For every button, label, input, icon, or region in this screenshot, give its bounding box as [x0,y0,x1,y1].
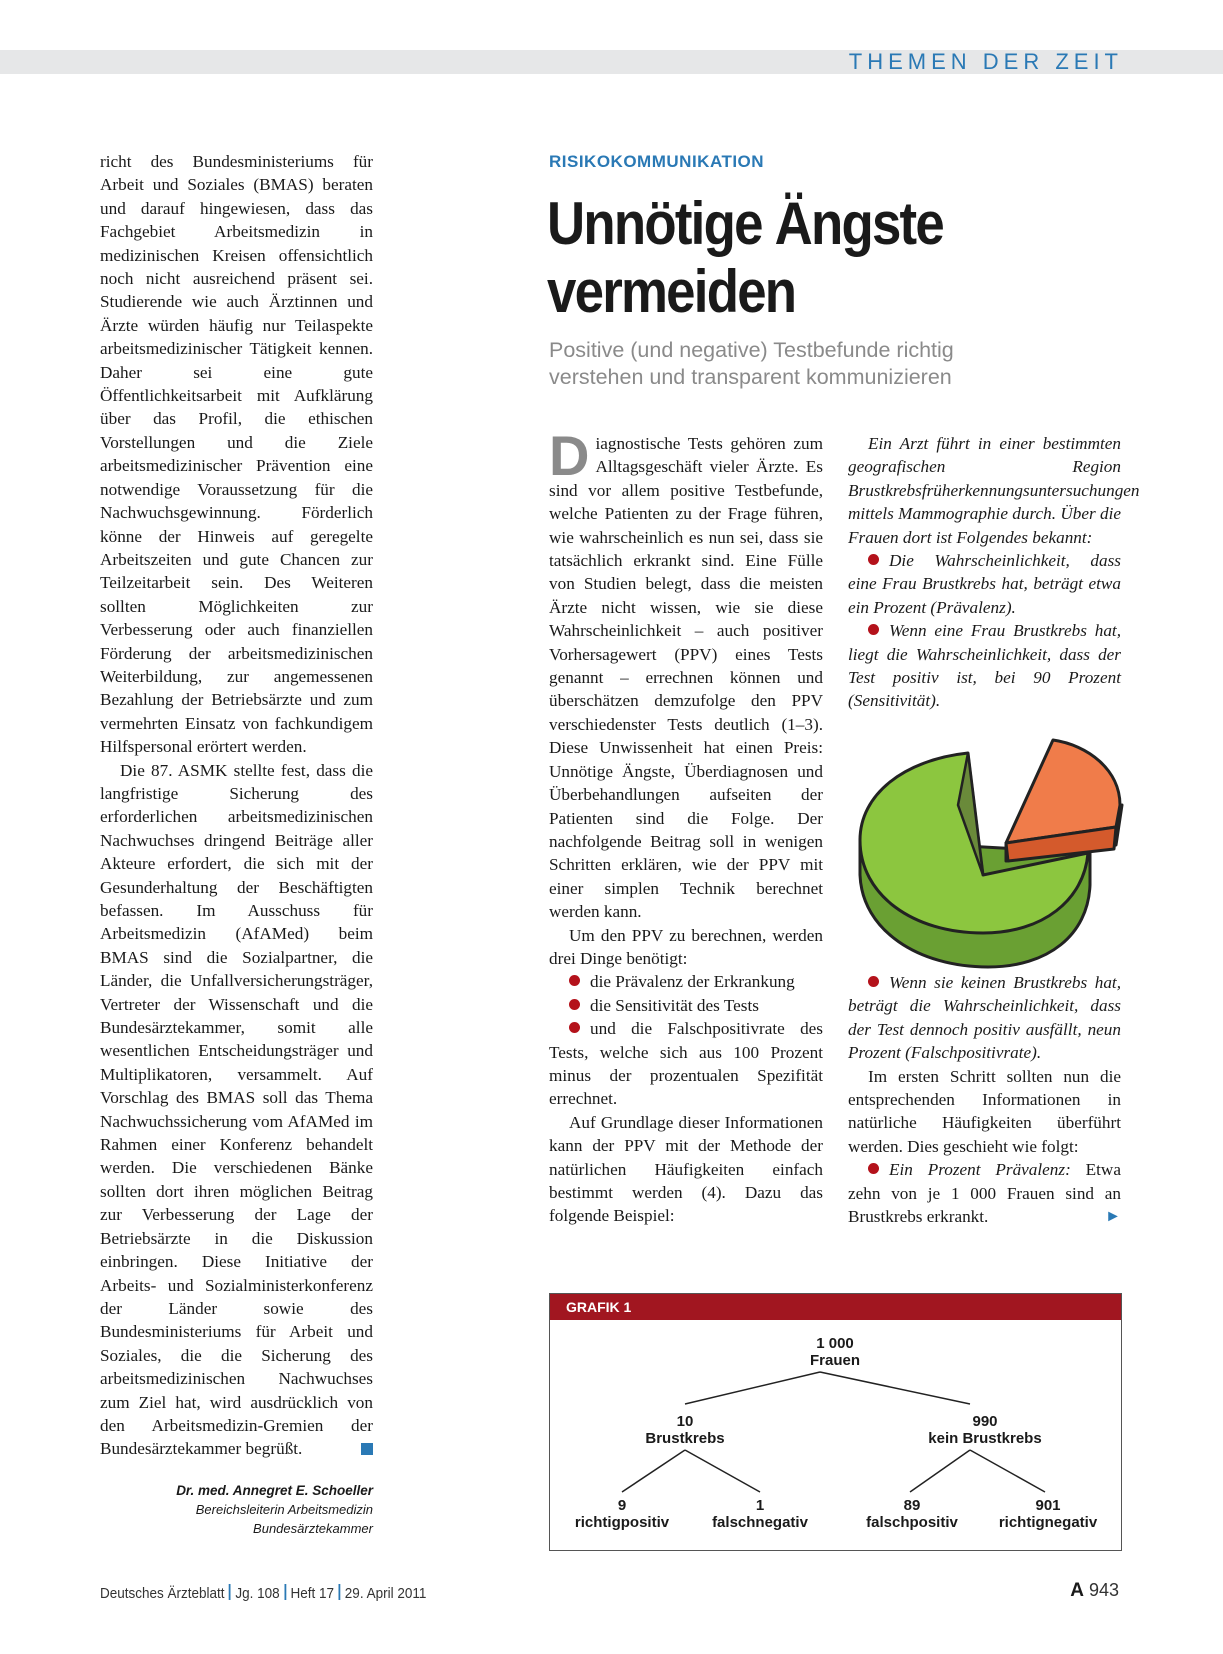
example-bullet: Wenn sie keinen Brustkrebs hat, beträgt die Wahrscheinlichkeit, dass der Test dennoch positiv ausfällt, neun Prozent (Falschpositivrate). [848,972,1121,1063]
leaf-label: falschpositiv [866,1514,958,1531]
author-name: Dr. med. Annegret E. Schoeller [176,1482,373,1498]
example-intro: Ein Arzt führt in einer bestimmten geografischen Region Brustkrebsfrüherkennungsuntersuchungen mittels Mammographie durch. Über die Frauen dort ist Folgendes bekannt: [848,434,1140,547]
journal-name: Deutsches Ärzteblatt [100,1585,225,1602]
middle-column [549,424,823,1228]
article-kicker: RISIKOKOMMUNIKATION [549,152,765,171]
intro-paragraph: Diagnostische Tests gehören zum Alltagsgeschäft vieler Ärzte. Es sind vor allem positive Testbefunde, welche Patienten zu der Frage führen, wie wahrscheinlich es nun sei, dass sie tatsächlich erkrankt sind. Eine Fülle von Studien belegt, dass die meisten Ärzte nicht wissen, wie sie diese Wahrscheinlichkeit – auch positiver Vorhersagewert (PPV) eines Tests genannt – errechnen können und überschätzen demzufolge den PPV verschiedenster Tests deutlich (1–3). Diese Unwissenheit hat einen Preis: Unnötige Ängste, Überdiagnosen und Überbehandlungen aufseiten der Patienten sind die Folge. Der nachfolgende Beitrag soll in wenigen Schritten erklären, wie der PPV mit einer simplen Technik berechnet werden kann. [549,424,823,922]
footer-separator [229,1584,231,1600]
bullet-dot-icon [569,975,580,986]
middle-paragraph-2: Um den PPV zu berechnen, werden drei Dinge benötigt: [549,925,823,968]
left-paragraph-2: Die 87. ASMK stellte fest, dass die langfristige Sicherung des erforderlichen arbeitsmedizinischen Nachwuchses dringend Beiträge aller Akteure erfordert, die sich mit der Gesunderhaltung der Beschäftigten befassen. Im Ausschuss für Arbeitsmedizin (AfAMed) beim BMAS sind die Sozialpartner, die Länder, die Unfallversicherungsträger, Vertreter der Wissenschaft und die Bundesärztekammer, somit alle wesentlichen Entscheidungsträger und Multiplikatoren, versammelt. Auf Vorschlag des BMAS soll das Thema Nachwuchssicherung vom AfAMed im Rahmen einer Konferenz behandelt werden. Die verschiedenen Bänke sollten dort ihren möglichen Beitrag zur Verbesserung der Lage der Betriebsärzte in die Diskussion einbringen. Diese Initiative der Arbeits- und Sozialministerkonferenz der Länder sowie des Bundesministeriums für Arbeit und Soziales, die die Sicherung des arbeitsmedizinischen Nachwuchses zum Ziel hat, wird ausdrücklich von den Arbeitsmedizin-Gremien der Bundesärztekammer begrüßt. [100,760,373,1459]
left-paragraph-1: richt des Bundesministeriums für Arbeit und Soziales (BMAS) beraten und darauf hingewiesen, dass das Fachgebiet Arbeitsmedizin in medizinischen Kreisen offensichtlich noch nicht ausreichend präsent sei. Studierende wie auch Ärztinnen und Ärzte würden häufig nur Teilaspekte arbeitsmedizinischer Tätigkeit kennen. Daher sei eine gute Öffentlichkeitsarbeit mit Aufklärung über das Profil, die ethischen Vorstellungen und die Ziele arbeitsmedizinischer Prävention eine notwendige Voraussetzung für die Nachwuchsgewinnung. Förderlich könne der Hinweis auf geregelte Arbeitszeiten und gute Chancen zur Teilzeitarbeit sein. Des Weiteren sollten Möglichkeiten zur Verbesserung oder auch finanziellen Förderung der arbeitsmedizinischen Weiterbildung, zur angemessenen Bezahlung der Betriebsärzte und zum vermehrten Einsatz von fachkundigem Hilfspersonal erörtert werden. [100,152,373,757]
right-paragraph: Im ersten Schritt sollten nun die entsprechenden Informationen in natürliche Häufigkeiten überführt werden. Dies geschieht wie folgt: [848,1066,1121,1156]
middle-paragraph-3: Auf Grundlage dieser Informationen kann der PPV mit der Methode der natürlichen Häufigkeiten einfach bestimmt werden (4). Dazu das folgende Beispiel: [549,1112,823,1226]
bullet-dot-icon [868,1163,879,1174]
leaf-label: richtigpositiv [574,1514,670,1531]
left-column [100,150,373,1538]
pie-illustration [848,735,1128,980]
bullet-item: die Sensitivität des Tests [549,994,823,1017]
subtitle-line-1: Positive (und negative) Testbefunde richtig [549,338,954,362]
footer-separator [339,1584,341,1600]
title-line-2: vermeiden [547,258,796,325]
author-block [100,1481,373,1538]
example-bullet: Wenn eine Frau Brustkrebs hat, liegt die Wahrscheinlichkeit, dass der Test positiv ist, bei 90 Prozent (Sensitivität). [848,621,1121,711]
leaf-value: 901 [1035,1497,1061,1514]
leaf-label: richtignegativ [998,1514,1098,1531]
end-mark-icon [361,1443,373,1455]
root-label: Frauen [809,1352,861,1369]
figure-grafik-1 [549,1293,1122,1551]
right-node-value: 990 [972,1413,998,1430]
journal-issue: Heft 17 [290,1585,334,1602]
journal-volume: Jg. 108 [235,1585,280,1602]
root-value: 1 000 [816,1335,854,1352]
bullet-dot-icon [569,1022,580,1033]
section-title: THEMEN DER ZEIT [848,49,1123,74]
bullet-item: und die Falschpositivrate des Tests, welche sich aus 100 Prozent minus der prozentualen Spezifität errechnet. [549,1019,823,1109]
article-title [547,190,1040,326]
title-line-1: Unnötige Ängste [547,190,943,257]
page-number: A 943 [1070,1580,1119,1601]
drop-cap: D [549,424,590,487]
continue-arrow-icon: ► [1105,1207,1121,1225]
example-bullet: Ein Prozent Prävalenz: Etwa zehn von je 1 000 Frauen sind an Brustkrebs erkrankt. ► [848,1158,1121,1228]
leaf-value: 1 [755,1497,765,1514]
bullet-dot-icon [868,624,879,635]
probability-tree [550,1320,1120,1550]
example-bullet: Die Wahrscheinlichkeit, dass eine Frau Brustkrebs hat, beträgt etwa ein Prozent (Prävalenz). [848,551,1121,617]
right-node-label: kein Brustkrebs [928,1430,1042,1447]
bullet-dot-icon [569,999,580,1010]
footer-citation [100,1584,426,1602]
bullet-item: die Prävalenz der Erkrankung [549,970,823,993]
author-role: Bereichsleiterin Arbeitsmedizin [195,1501,373,1517]
figure-label: GRAFIK 1 [550,1294,1121,1320]
article-subtitle [549,337,1109,391]
journal-date: 29. April 2011 [344,1585,427,1602]
subtitle-line-2: verstehen und transparent kommunizieren [549,365,952,389]
left-node-value: 10 [676,1413,694,1430]
footer-separator [284,1584,286,1600]
leaf-label: falschnegativ [712,1514,808,1531]
leaf-value: 89 [903,1497,921,1514]
author-org: Bundesärztekammer [253,1520,373,1536]
leaf-value: 9 [617,1497,627,1514]
left-node-label: Brustkrebs [645,1430,725,1447]
bullet-dot-icon [868,554,879,565]
